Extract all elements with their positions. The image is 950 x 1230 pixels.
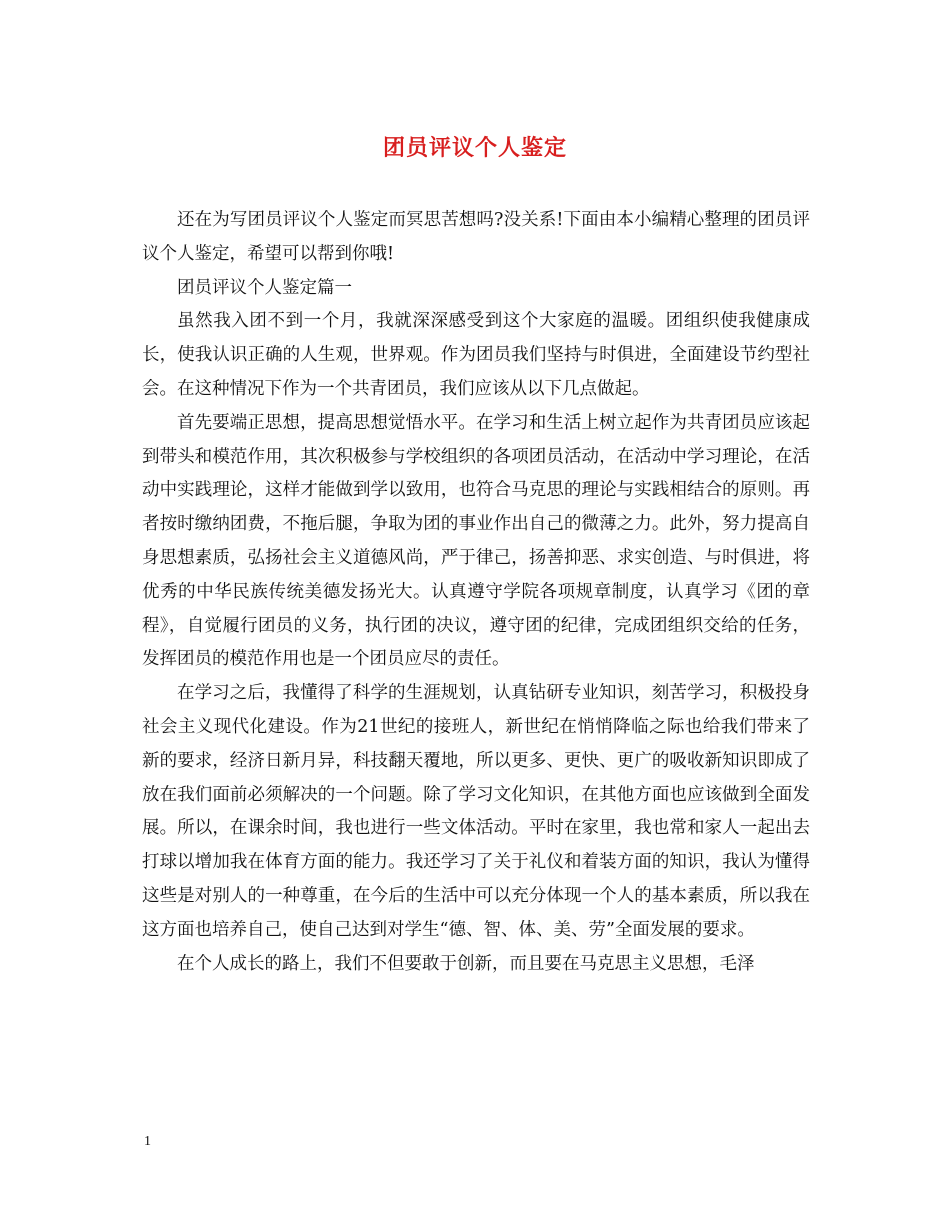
body-paragraph: 在个人成长的路上，我们不但要敢于创新，而且要在马克思主义思想，毛泽 bbox=[177, 953, 755, 974]
intro-paragraph: 还在为写团员评议个人鉴定而冥思苦想吗?没关系!下面由本小编精心整理的团员评议个人鉴定，希望可以帮到你哦! bbox=[142, 210, 810, 264]
body-paragraph: 虽然我入团不到一个月，我就深深感受到这个大家庭的温暖。团组织使我健康成长，使我认识正确的人生观，世界观。作为团员我们坚持与时俱进，全面建设节约型社会。在这种情况下作为一个共青团员，我们应该从以下几点做起。 bbox=[142, 311, 810, 399]
body-paragraph: 首先要端正思想，提高思想觉悟水平。在学习和生活上树立起作为共青团员应该起到带头和模范作用，其次积极参与学校组织的各项团员活动，在活动中学习理论，在活动中实践理论，这样才能做到学以致用，也符合马克思的理论与实践相结合的原则。再者按时缴纳团费，不拖后腿，争取为团的事业作出自己的微薄之力。此外，努力提高自身思想素质，弘扬社会主义道德风尚，严于律己，扬善抑恶、求实创造、与时俱进，将优秀的中华民族传统美德发扬光大。认真遵守学院各项规章制度，认真学习《团的章程》，自觉履行团员的义务，执行团的决议，遵守团的纪律，完成团组织交给的任务，发挥团员的模范作用也是一个团员应尽的责任。 bbox=[142, 412, 810, 670]
page-number: 1 bbox=[144, 1134, 151, 1149]
section-heading: 团员评议个人鉴定篇一 bbox=[177, 277, 352, 298]
document-body bbox=[142, 204, 810, 981]
body-paragraph: 在学习之后，我懂得了科学的生涯规划，认真钻研专业知识，刻苦学习，积极投身社会主义现代化建设。作为21世纪的接班人，新世纪在悄悄降临之际也给我们带来了新的要求，经济日新月异，科技翻天覆地，所以更多、更快、更广的吸收新知识即成了放在我们面前必须解决的一个问题。除了学习文化知识，在其他方面也应该做到全面发展。所以，在课余时间，我也进行一些文体活动。平时在家里，我也常和家人一起出去打球以增加我在体育方面的能力。我还学习了关于礼仪和着装方面的知识，我认为懂得这些是对别人的一种尊重，在今后的生活中可以充分体现一个人的基本素质，所以我在这方面也培养自己，使自己达到对学生“德、智、体、美、劳”全面发展的要求。 bbox=[142, 683, 810, 940]
document-title: 团员评议个人鉴定 bbox=[382, 135, 567, 161]
